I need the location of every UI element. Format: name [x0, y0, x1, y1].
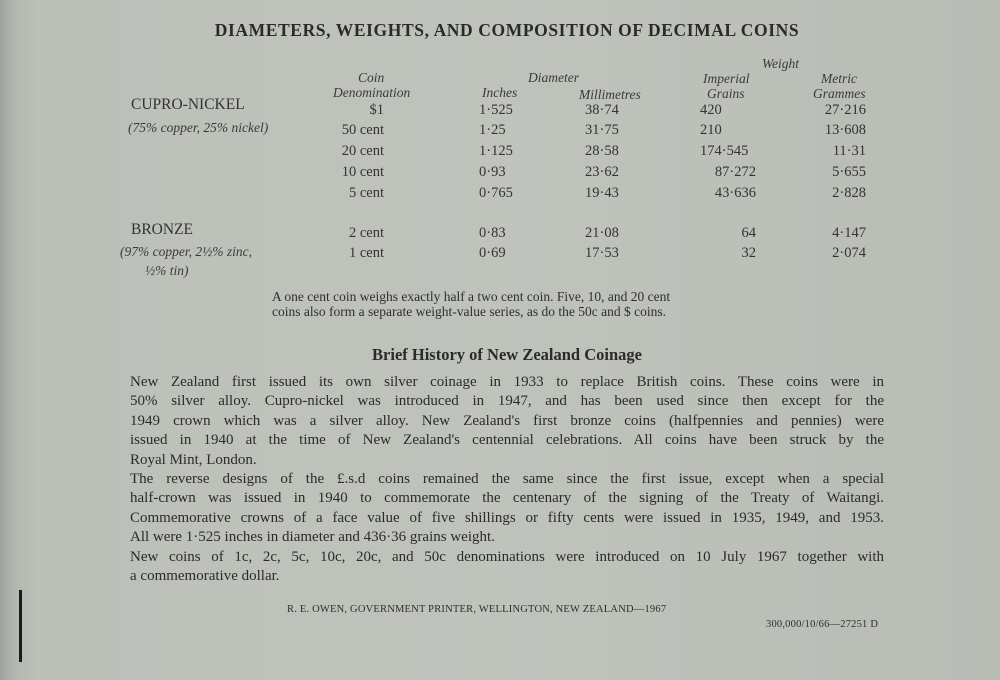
note-line: A one cent coin weighs exactly half a two cent coin. Five, 10, and 20 cent — [272, 289, 671, 304]
group-cupro-nickel-composition: (75% copper, 25% nickel) — [128, 120, 269, 135]
cell-grains: 32 — [741, 245, 756, 261]
edge-mark — [19, 590, 22, 662]
cell-inches: 1·525 — [479, 102, 513, 118]
cell-grains: 87·272 — [714, 164, 756, 180]
history-line: issued in 1940 at the time of New Zealand's centennial celebrations. All coins have been struck by the — [130, 432, 884, 449]
cell-denomination: 50 cent — [341, 122, 384, 138]
group-bronze-composition: (97% copper, 2½% zinc, — [120, 244, 252, 259]
header-coin: Coin — [358, 70, 385, 85]
cell-millimetres: 19·43 — [585, 185, 619, 201]
history-line: Royal Mint, London. — [130, 451, 257, 468]
history-line: 1949 crown which was a silver alloy. New Zealand's first bronze coins (halfpennies and pennies) were — [130, 412, 884, 429]
history-text — [130, 373, 884, 586]
header-imperial: Imperial — [703, 71, 750, 86]
history-line: All were 1·525 inches in diameter and 436·36 grains weight. — [130, 529, 495, 546]
printer-credit: R. E. OWEN, GOVERNMENT PRINTER, WELLINGTON, NEW ZEALAND—1967 — [287, 604, 667, 615]
cell-grammes: 27·216 — [824, 102, 866, 118]
cell-denomination: $1 — [369, 102, 384, 118]
cell-grains: 420 — [700, 102, 722, 118]
note-line: coins also form a separate weight-value series, as do the 50c and $ coins. — [272, 304, 666, 319]
cell-grammes: 11·31 — [832, 143, 866, 159]
cell-inches: 0·69 — [479, 245, 506, 261]
print-code: 300,000/10/66—27251 D — [766, 619, 879, 630]
cell-millimetres: 23·62 — [585, 164, 619, 180]
cell-grammes: 2·074 — [832, 245, 866, 261]
history-line: half-crown was issued in 1940 to commemorate the centenary of the signing of the Treaty of Waitangi. — [130, 490, 884, 507]
header-grains: Grains — [707, 86, 745, 101]
cell-millimetres: 31·75 — [585, 122, 619, 138]
cell-denomination: 20 cent — [341, 143, 384, 159]
cell-grammes: 4·147 — [832, 225, 866, 241]
header-metric: Metric — [821, 71, 857, 86]
cell-millimetres: 28·58 — [585, 143, 619, 159]
cell-grammes: 5·655 — [832, 164, 866, 180]
page-title: DIAMETERS, WEIGHTS, AND COMPOSITION OF DECIMAL COINS — [214, 20, 800, 40]
group-bronze: BRONZE — [131, 221, 193, 238]
cell-grains: 174·545 — [700, 143, 749, 159]
cell-grains: 64 — [741, 225, 756, 241]
header-grammes: Grammes — [813, 86, 866, 101]
cell-grains: 210 — [700, 122, 722, 138]
header-millimetres: Millimetres — [579, 87, 641, 102]
header-diameter: Diameter — [528, 70, 579, 85]
cell-inches: 1·125 — [479, 143, 513, 159]
cell-millimetres: 21·08 — [585, 225, 619, 241]
cell-inches: 0·83 — [479, 225, 506, 241]
header-weight: Weight — [762, 56, 799, 71]
cell-grains: 43·636 — [714, 185, 756, 201]
cell-grammes: 2·828 — [832, 185, 866, 201]
cell-denomination: 1 cent — [348, 245, 384, 261]
history-line: a commemorative dollar. — [130, 567, 280, 584]
header-inches: Inches — [482, 85, 518, 100]
cell-inches: 0·93 — [479, 164, 506, 180]
history-title: Brief History of New Zealand Coinage — [372, 345, 642, 364]
history-line: 50% silver alloy. Cupro-nickel was introduced in 1947, and has been used since then except for the — [130, 393, 884, 410]
cell-millimetres: 38·74 — [585, 102, 619, 118]
history-line: New Zealand first issued its own silver coinage in 1933 to replace British coins. These coins were in — [130, 374, 884, 390]
history-line: The reverse designs of the £.s.d coins remained the same since the first issue, except when a special — [130, 470, 884, 487]
group-cupro-nickel: CUPRO-NICKEL — [131, 96, 245, 113]
cell-denomination: 2 cent — [348, 225, 384, 241]
cell-denomination: 5 cent — [348, 185, 384, 201]
cell-millimetres: 17·53 — [585, 245, 619, 261]
history-line: Commemorative crowns of a face value of five shillings or fifty cents were issued in 1935, 1949, and 1953. — [130, 509, 884, 526]
group-bronze-composition-2: ½% tin) — [145, 263, 189, 278]
history-line: New coins of 1c, 2c, 5c, 10c, 20c, and 50c denominations were introduced on 10 July 1967 together with — [130, 548, 884, 565]
header-denomination: Denomination — [333, 85, 411, 100]
cell-denomination: 10 cent — [341, 164, 384, 180]
cell-inches: 1·25 — [479, 122, 506, 138]
cell-inches: 0·765 — [479, 185, 513, 201]
cell-grammes: 13·608 — [824, 122, 866, 138]
